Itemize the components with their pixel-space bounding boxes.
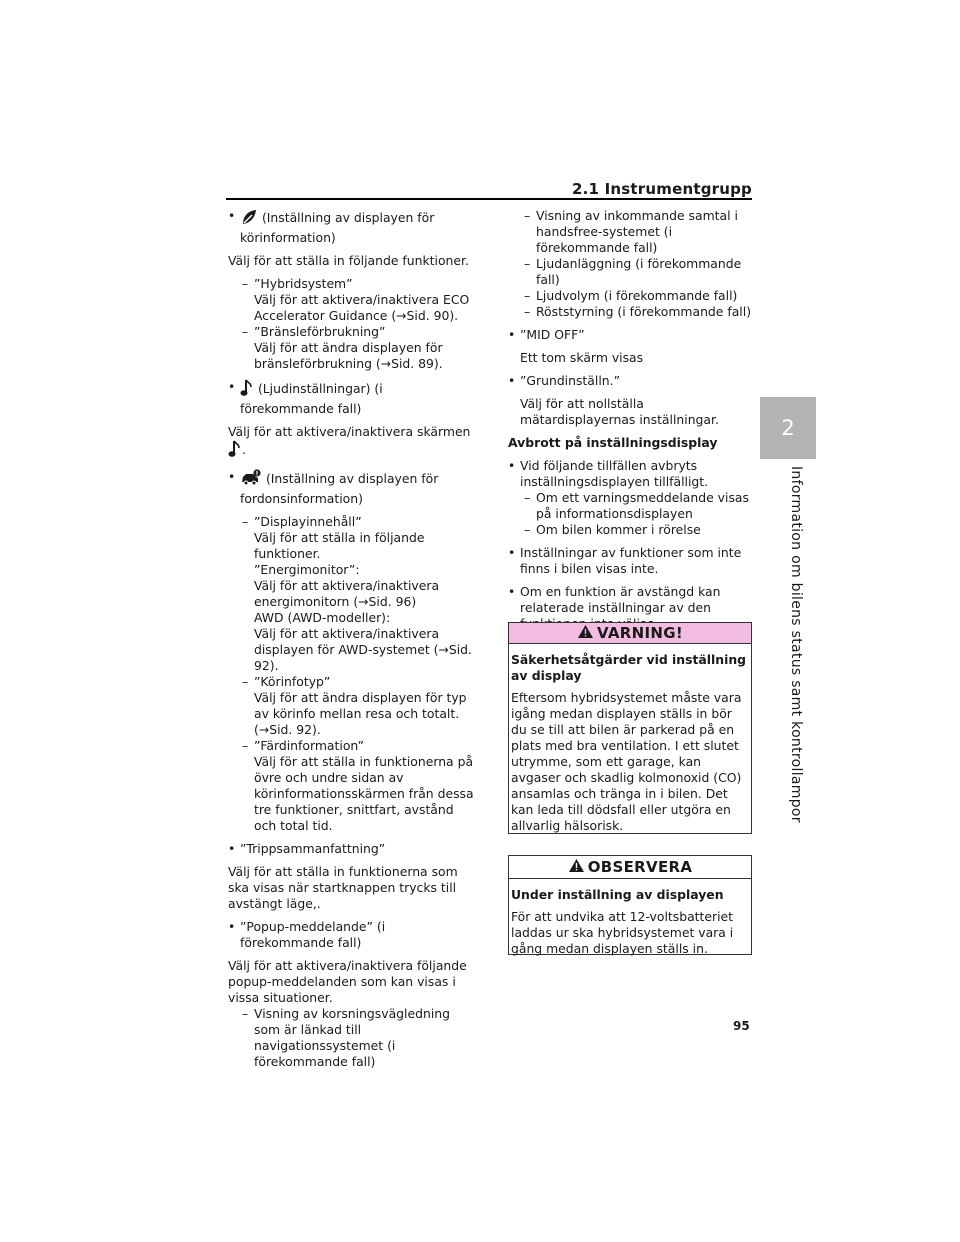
sub-text: Välj för att aktivera/inaktivera ECO Accelerator Guidance (→Sid. 90).: [254, 292, 470, 323]
dash: –: [242, 276, 249, 291]
dash: –: [524, 288, 531, 303]
dash-item: [508, 256, 754, 288]
paragraph: Välj för att ställa in följande funktioner.: [228, 253, 469, 268]
bullet: •: [228, 208, 236, 223]
paragraph: Välj för att ställa in funktionerna som ska visas när startknappen trycks till avstängt läge,.: [228, 864, 458, 911]
bullet: •: [508, 545, 516, 560]
dash-item-text: ”Displayinnehåll”: [254, 514, 362, 529]
right-column: [508, 208, 754, 642]
bullet: •: [228, 379, 236, 394]
dash-item-text: ”Bränsleförbrukning”: [254, 324, 386, 339]
dash: –: [524, 304, 531, 319]
dash-item-text: ”Färdinformation”: [254, 738, 364, 753]
warning-box: [508, 622, 752, 834]
list-item-text: Inställningar av funktioner som inte finns i bilen visas inte.: [520, 545, 742, 576]
page-number: 95: [733, 1019, 750, 1033]
paragraph: Ett tom skärm visas: [520, 350, 644, 365]
dash-item-text: Visning av inkommande samtal i handsfree-systemet (i förekommande fall): [536, 208, 738, 255]
bullet: •: [508, 458, 516, 473]
sub-text: Välj för att aktivera/inaktivera energimonitorn (→Sid. 96): [254, 578, 440, 609]
list-item: [508, 327, 754, 343]
list-item-text: Vid följande tillfällen avbryts inställningsdisplayen tillfälligt.: [520, 458, 709, 489]
sub-text: ”Energimonitor”:: [254, 562, 360, 577]
dash-item-text: Röststyrning (i förekommande fall): [536, 304, 752, 319]
dash: –: [242, 324, 249, 339]
warning-triangle-icon: [577, 624, 594, 642]
warning-body: [509, 644, 751, 838]
paragraph: Välj för att aktivera/inaktivera följande popup-meddelanden som kan visas i vissa situationer.: [228, 958, 467, 1005]
dash-item-text: Ljudvolym (i förekommande fall): [536, 288, 738, 303]
leaf-icon: [240, 208, 258, 230]
warning-label: VARNING!: [597, 624, 683, 642]
sub-text: Välj för att aktivera/inaktivera displayen för AWD-systemet (→Sid. 92).: [254, 626, 472, 673]
sub-text: Välj för att ställa in följande funktioner.: [254, 530, 425, 561]
notice-title: Under inställning av displayen: [511, 887, 724, 902]
list-item: [508, 458, 754, 490]
dash-item: [508, 304, 754, 320]
list-item-text: Om en funktion är avstängd kan relaterade inställningar av den: [520, 584, 721, 615]
list-item-text: (Inställning av displayen för fordonsinformation): [240, 471, 439, 506]
bullet: •: [508, 327, 516, 342]
bullet: •: [228, 919, 236, 934]
warning-title: Säkerhetsåtgärder vid inställning av display: [511, 652, 747, 683]
paragraph-text: Välj för att aktivera/inaktivera skärmen: [228, 424, 471, 439]
dash-item: [228, 324, 474, 340]
list-item-text: ”Grundinställn.”: [520, 373, 620, 388]
sub-text: Välj för att ändra displayen för bränsleförbrukning (→Sid. 89).: [254, 340, 443, 371]
list-item-text: ”Trippsammanfattning”: [240, 841, 386, 856]
dash-item: [508, 522, 754, 538]
dash-item: [228, 514, 474, 530]
warning-text: Eftersom hybridsystemet måste vara igång medan displayen ställs in bör du se till att bilen är parkerad på en plats med bra ventilation. I ett slutet utrymme, som ett garage, kan avgaser och skadlig kolmonoxid (CO) ansamlas och tränga in i bilen. Det kan leda till dödsfall eller utgöra en allvarlig hälsorisk.: [511, 690, 742, 833]
sub-text: Välj för att ändra displayen för typ av körinfo mellan resa och totalt. (→Sid. 92).: [254, 690, 467, 737]
music-note-icon: [240, 379, 254, 401]
header-rule: [226, 198, 752, 200]
notice-label: OBSERVERA: [587, 858, 693, 876]
dash-item: [508, 208, 754, 256]
list-item: [228, 841, 474, 857]
list-item: [228, 379, 474, 417]
list-item-text: (Inställning av displayen för körinformation): [240, 210, 435, 245]
notice-box: [508, 855, 752, 955]
dash-item-text: ”Hybridsystem”: [254, 276, 353, 291]
dash: –: [524, 490, 531, 505]
punctuation: .: [242, 442, 246, 457]
dash: –: [242, 514, 249, 529]
paragraph: Välj för att nollställa mätardisplayernas inställningar.: [520, 396, 719, 427]
paragraph: [228, 424, 474, 462]
dash-item: [508, 490, 754, 522]
dash-item-text: Om bilen kommer i rörelse: [536, 522, 701, 537]
dash-item-text: Om ett varningsmeddelande visas på informationsdisplayen: [536, 490, 749, 521]
notice-header: [509, 856, 751, 879]
dash: –: [242, 1006, 249, 1021]
left-column: [228, 208, 474, 1070]
dash-item: [508, 288, 754, 304]
list-item-text: ”Popup-meddelande” (i förekommande fall): [240, 919, 386, 950]
dash: –: [242, 674, 249, 689]
dash-item: [228, 276, 474, 292]
dash: –: [524, 208, 531, 223]
dash: –: [524, 256, 531, 271]
list-item: [228, 919, 474, 951]
sub-text: AWD (AWD-modeller):: [254, 610, 391, 625]
sub-text: Välj för att ställa in funktionerna på övre och undre sidan av körinformationsskärmen från dessa tre funktioner, snittfart, avstånd och total tid.: [254, 754, 474, 833]
dash-item-text: Ljudanläggning (i förekommande fall): [536, 256, 742, 287]
car-info-icon: [240, 469, 262, 491]
dash: –: [524, 522, 531, 537]
dash: –: [242, 738, 249, 753]
chapter-tab: 2: [760, 397, 816, 459]
music-note-icon: [228, 440, 242, 462]
list-item-text: ”MID OFF”: [520, 327, 585, 342]
bullet: •: [508, 584, 516, 599]
section-heading: Avbrott på inställningsdisplay: [508, 435, 718, 450]
caution-icon: [568, 858, 585, 876]
bullet: •: [228, 469, 236, 484]
chapter-title: Information om bilens status samt kontrollampor: [788, 466, 804, 823]
section-header: 2.1 Instrumentgrupp: [572, 180, 752, 198]
dash-item-text: ”Körinfotyp”: [254, 674, 331, 689]
dash-item: [228, 674, 474, 690]
dash-item: [228, 738, 474, 754]
notice-body: [509, 879, 751, 961]
warning-header: [509, 623, 751, 644]
list-item: [228, 469, 474, 507]
dash-item-text: Visning av korsningsvägledning som är länkad till navigationssystemet (i förekommande fall): [254, 1006, 450, 1069]
list-item: [508, 545, 754, 577]
list-item-text: (Ljudinställningar) (i förekommande fall): [240, 381, 383, 416]
dash-item: [228, 1006, 474, 1070]
list-item: [508, 373, 754, 389]
notice-text: För att undvika att 12-voltsbatteriet laddas ur ska hybridsystemet vara i gång medan displayen ställs in.: [511, 909, 734, 956]
list-item: [228, 208, 474, 246]
bullet: •: [228, 841, 236, 856]
bullet: •: [508, 373, 516, 388]
